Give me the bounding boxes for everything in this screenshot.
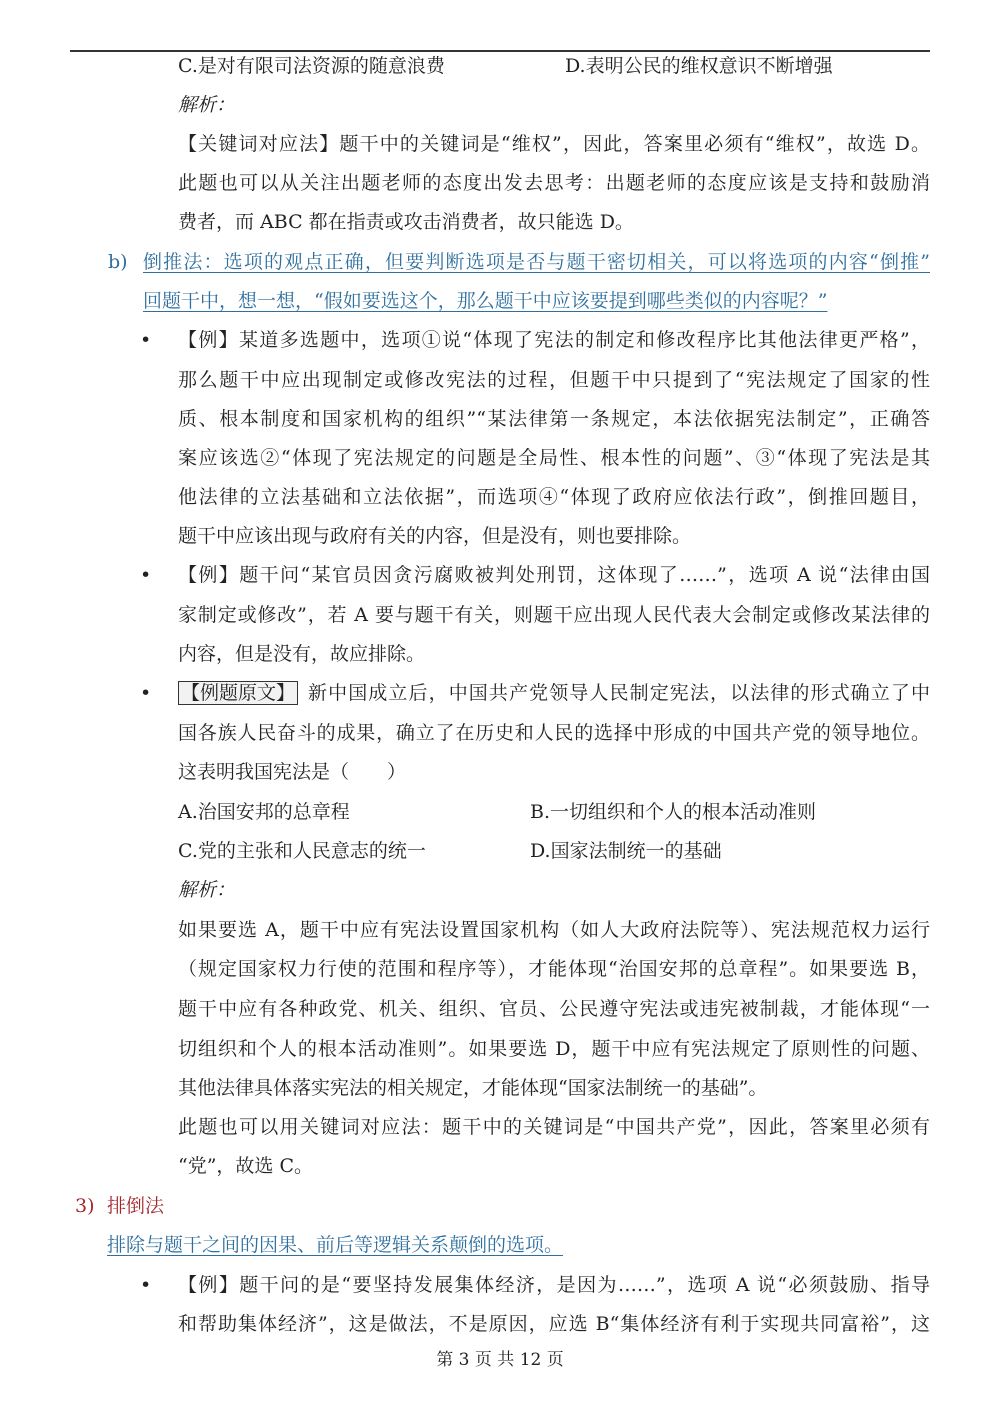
example-line: 【例】题干问的是“要坚持发展集体经济，是因为……”，选项 A 说“必须鼓励、指导 <box>178 1274 930 1296</box>
page-footer: 第 3 页 共 12 页 <box>436 1350 564 1370</box>
option-c: C.是对有限司法资源的随意浪费 <box>178 55 445 77</box>
example-line: 那么题干中应出现制定或修改宪法的过程，但题干中只提到了“宪法规定了国家的性 <box>178 369 930 391</box>
example-line: 【例】某道多选题中，选项①说“体现了宪法的制定和修改程序比其他法律更严格”， <box>178 329 930 351</box>
bullet-icon: • <box>140 1274 152 1296</box>
option-b: B.一切组织和个人的根本活动准则 <box>530 801 817 823</box>
analysis-line: 此题也可以用关键词对应法：题干中的关键词是“中国共产党”，因此，答案里必须有 <box>178 1116 930 1138</box>
example-original-tag: 【例题原文】 <box>178 681 298 705</box>
example-line: 内容，但是没有，故应排除。 <box>178 643 426 665</box>
analysis-line: 切组织和个人的根本活动准则”。如果要选 D，题干中应有宪法规定了原则性的问题、 <box>178 1038 930 1060</box>
section-b-heading: 倒推法：选项的观点正确，但要判断选项是否与题干密切相关，可以将选项的内容“倒推” <box>143 251 930 273</box>
bullet-icon: • <box>140 564 152 586</box>
analysis-line: 如果要选 A，题干中应有宪法设置国家机构（如人大政府法院等）、宪法规范权力运行 <box>178 919 930 941</box>
example-line: 【例】题干问“某官员因贪污腐败被判处刑罚，这体现了……”，选项 A 说“法律由国 <box>178 564 930 586</box>
analysis-label: 解析： <box>178 94 236 116</box>
analysis-line: 【关键词对应法】题干中的关键词是“维权”，因此，答案里必须有“维权”，故选 D。 <box>178 133 930 155</box>
example-line: 家制定或修改”，若 A 要与题干有关，则题干应出现人民代表大会制定或修改某法律的 <box>178 604 930 626</box>
bullet-icon: • <box>140 682 152 704</box>
analysis-line: 此题也可以从关注出题老师的态度出发去思考：出题老师的态度应该是支持和鼓励消 <box>178 172 930 194</box>
example-line: 案应该选②“体现了宪法规定的问题是全局性、根本性的问题”、③“体现了宪法是其 <box>178 447 930 469</box>
section-3-marker: 3) <box>75 1195 95 1217</box>
example-line: 和帮助集体经济”，这是做法，不是原因，应选 B“集体经济有利于实现共同富裕”，这 <box>178 1313 930 1335</box>
option-d: D.表明公民的维权意识不断增强 <box>565 55 833 77</box>
section-3-description: 排除与题干之间的因果、前后等逻辑关系颠倒的选项。 <box>107 1234 564 1256</box>
section-3-title: 排倒法 <box>107 1195 165 1217</box>
example-line: 题干中应该出现与政府有关的内容，但是没有，则也要排除。 <box>178 525 692 547</box>
analysis-line: 费者，而 ABC 都在指责或攻击消费者，故只能选 D。 <box>178 211 634 233</box>
example-line: 质、根本制度和国家机构的组织”“某法律第一条规定，本法依据宪法制定”，正确答 <box>178 408 930 430</box>
example-line: 新中国成立后，中国共产党领导人民制定宪法，以法律的形式确立了中 <box>308 682 930 704</box>
option-d: D.国家法制统一的基础 <box>530 840 722 862</box>
analysis-line: 其他法律具体落实宪法的相关规定，才能体现“国家法制统一的基础”。 <box>178 1077 768 1099</box>
example-line: 他法律的立法基础和立法依据”，而选项④“体现了政府应依法行政”，倒推回题目， <box>178 486 930 508</box>
question-stem: 这表明我国宪法是（ ） <box>178 761 407 783</box>
analysis-label: 解析： <box>178 879 236 901</box>
analysis-line: “党”，故选 C。 <box>178 1155 314 1177</box>
analysis-line: （规定国家权力行使的范围和程序等），才能体现“治国安邦的总章程”。如果要选 B， <box>178 958 930 980</box>
header-rule <box>70 50 930 52</box>
option-a: A.治国安邦的总章程 <box>178 801 350 823</box>
analysis-line: 题干中应有各种政党、机关、组织、官员、公民遵守宪法或违宪被制裁，才能体现“一 <box>178 998 930 1020</box>
section-b-marker: b) <box>108 251 128 273</box>
bullet-icon: • <box>140 329 152 351</box>
section-b-heading: 回题干中，想一想，“假如要选这个，那么题干中应该要提到哪些类似的内容呢？” <box>143 290 828 312</box>
example-line: 国各族人民奋斗的成果，确立了在历史和人民的选择中形成的中国共产党的领导地位。 <box>178 722 930 744</box>
option-c: C.党的主张和人民意志的统一 <box>178 840 426 862</box>
example-tag <box>178 680 298 706</box>
